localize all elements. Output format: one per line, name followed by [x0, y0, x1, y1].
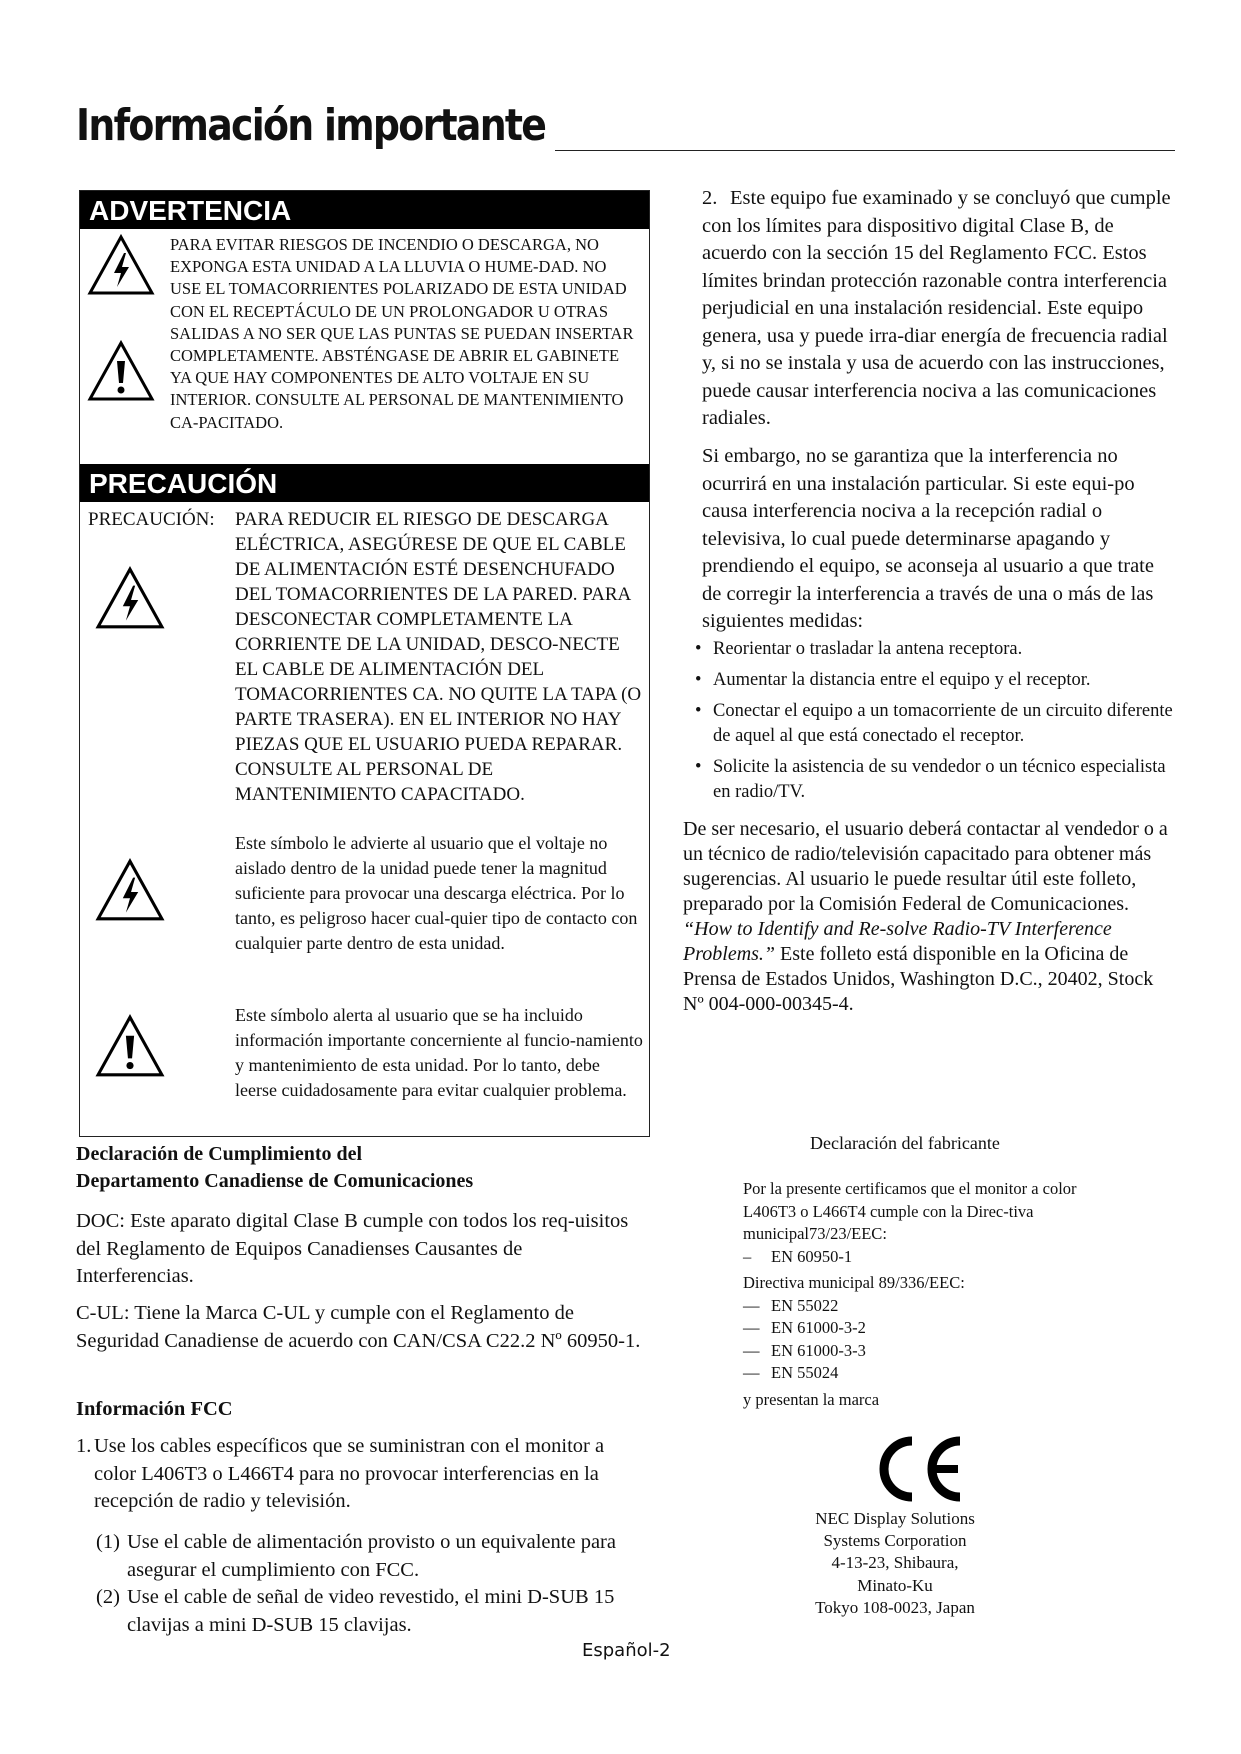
booklet-title: “How to Identify and Re-solve Radio-TV Interference Problems.”: [683, 918, 1112, 965]
list-item: • Conectar el equipo a un tomacorriente de un circuito diferente de aquel al que está conectado el receptor.: [695, 699, 1185, 749]
warning-box: [79, 190, 650, 1137]
standard-item: — EN 61000-3-3: [743, 1340, 1088, 1363]
doc-text: DOC: Este aparato digital Clase B cumple con todos los req-uisitos del Reglamento de Equipos Canadienses Causantes de Interferencias.: [76, 1210, 629, 1287]
fcc-subitem-2-text: Use el cable de señal de video revestido, el mini D-SUB 15 clavijas a mini D-SUB 15 clavijas.: [127, 1586, 615, 1636]
embargo-paragraph: Si embargo, no se garantiza que la interferencia no ocurrirá en una instalación particular. Si este equi-po causa interferencia nociva a la recepción radial o televisiva, lo cual puede determinarse apagando y prendiendo el equipo, se aconseja al usuario a que trate de corregir la interferencia a través de una o más de las siguientes medidas:: [702, 445, 1154, 632]
lightning-warning-icon: [94, 857, 166, 923]
company-line: 4-13-23, Shibaura,: [831, 1553, 959, 1573]
doc-heading: [76, 1141, 473, 1195]
doc-heading-line1: Declaración de Cumplimiento del: [76, 1143, 363, 1165]
fcc-item-1-index: 1.: [76, 1435, 92, 1457]
manufacturer-declaration: [743, 1178, 1088, 1411]
necesario-text-end: Este folleto está disponible en la Oficina de Prensa de Estados Unidos, Washington D.C., 20402, Stock Nº 004-000-00345-4.: [683, 943, 1154, 1015]
fcc-subitem-1: [96, 1529, 636, 1584]
exclamation-warning-icon: [86, 339, 156, 403]
company-line: Minato-Ku: [857, 1575, 933, 1595]
measures-list: [695, 637, 1185, 811]
voltage-symbol-text: Este símbolo le advierte al usuario que el voltaje no aislado dentro de la unidad puede tener la magnitud suficiente para provocar una descarga eléctrica. Por lo tanto, es peligroso hacer cual-quier tipo de contacto con cualquier parte dentro de esta unidad.: [235, 833, 638, 953]
precaucion-heading: PRECAUCIÓN: [80, 464, 649, 502]
standard-item: – EN 60950-1: [743, 1246, 1088, 1269]
company-line: Tokyo 108-0023, Japan: [815, 1597, 975, 1617]
precaucion-text: PARA REDUCIR EL RIESGO DE DESCARGA ELÉCTRICA, ASEGÚRESE DE QUE EL CABLE DE ALIMENTACIÓN ESTÉ DESENCHUFADO DEL TOMACORRIENTES DE LA PARED. PARA DESCONECTAR COMPLETAMENTE LA CORRIENTE DE LA UNIDAD, DESCO-NECTE EL CABLE DE ALIMENTACIÓN DEL TOMACORRIENTES CA. NO QUITE LA TAPA (O PARTE TRASERA). EN EL INTERIOR NO HAY PIEZAS QUE EL USUARIO PUEDA REPARAR. CONSULTE AL PERSONAL DE MANTENIMIENTO CAPACITADO.: [235, 509, 642, 805]
fcc-item-2-index: 2.: [702, 187, 718, 209]
advertencia-heading: ADVERTENCIA: [80, 191, 649, 229]
exclamation-warning-icon: [94, 1013, 166, 1079]
lightning-warning-icon: [94, 565, 166, 631]
list-item: • Reorientar o trasladar la antena receptora.: [695, 637, 1185, 662]
fcc-subitem-1-text: Use el cable de alimentación provisto o un equivalente para asegurar el cumplimiento con FCC.: [127, 1531, 616, 1581]
ce-mark-icon: [868, 1435, 968, 1503]
company-line: NEC Display Solutions: [815, 1509, 975, 1528]
dash: —: [743, 1318, 760, 1337]
page-number: Español-2: [582, 1640, 671, 1661]
fcc-item-2-text: Este equipo fue examinado y se concluyó que cumple con los límites para dispositivo digital Clase B, de acuerdo con la sección 15 del Reglamento FCC. Estos límites brindan protección razonable contra interferencia perjudicial en una instalación residencial. Este equipo genera, usa y puede irra-diar energía de frecuencia radial y, si no se instala y usa de acuerdo con las instrucciones, puede causar interferencia nociva a las comunicaciones radiales.: [702, 187, 1171, 429]
fcc-subitem-2: [96, 1584, 636, 1639]
fcc-item-2: [702, 185, 1177, 433]
company-line: Systems Corporation: [823, 1531, 967, 1551]
standard-item: — EN 55022: [743, 1295, 1088, 1318]
company-address: [790, 1508, 1000, 1619]
cul-text: C-UL: Tiene la Marca C-UL y cumple con el Reglamento de Seguridad Canadiense de acuerdo con CAN/CSA C22.2 Nº 60950-1.: [76, 1302, 641, 1352]
necesario-text-start: De ser necesario, el usuario deberá contactar al vendedor o a un técnico de radio/televisión capacitado para obtener más sugerencias. Al usuario le puede resultar útil este folleto, preparado por la Comisión Federal de Comunicaciones.: [683, 818, 1168, 915]
necesario-paragraph: [683, 817, 1178, 1017]
doc-heading-line2: Departamento Canadiense de Comunicaciones: [76, 1170, 474, 1192]
fcc-item-1: [76, 1433, 646, 1516]
mark-text: y presentan la marca: [743, 1389, 880, 1409]
dash: —: [743, 1340, 760, 1360]
standard-item: — EN 61000-3-2: [743, 1317, 1088, 1340]
precaucion-label: PRECAUCIÓN:: [88, 509, 215, 530]
info-symbol-text: Este símbolo alerta al usuario que se ha incluido información importante concerniente al funcio-namiento y mantenimiento de esta unidad. Por lo tanto, debe leerse cuidadosamente para evitar cualquier problema.: [235, 1005, 643, 1100]
directive2-label: Directiva municipal 89/336/EEC:: [743, 1273, 965, 1292]
dash: —: [743, 1363, 760, 1382]
title-rule: [555, 150, 1175, 151]
dash: –: [743, 1246, 752, 1266]
list-item: • Solicite la asistencia de su vendedor o un técnico especialista en radio/TV.: [695, 755, 1185, 805]
advertencia-text: PARA EVITAR RIESGOS DE INCENDIO O DESCARGA, NO EXPONGA ESTA UNIDAD A LA LLUVIA O HUME-DAD. NO USE EL TOMACORRIENTES POLARIZADO DE ESTA UNIDAD CON EL RECEPTÁCULO DE UN PROLONGADOR U OTRAS SALIDAS A NO SER QUE LAS PUNTAS SE PUEDAN INSERTAR COMPLETAMENTE. ABSTÉNGASE DE ABRIR EL GABINETE YA QUE HAY COMPONENTES DE ALTO VOLTAJE EN SU INTERIOR. CONSULTE AL PERSONAL DE MANTENIMIENTO CA-PACITADO.: [170, 235, 634, 432]
certify-text: Por la presente certificamos que el monitor a color L406T3 o L466T4 cumple con la Direc-tiva municipal73/23/EEC:: [743, 1179, 1077, 1243]
manufacturer-title: Declaración del fabricante: [810, 1133, 1000, 1153]
fcc-subitem-2-index: (2): [96, 1586, 120, 1608]
standard-item: — EN 55024: [743, 1362, 1088, 1385]
fcc-subitem-1-index: (1): [96, 1531, 120, 1553]
dash: —: [743, 1295, 760, 1315]
list-item: • Aumentar la distancia entre el equipo y el receptor.: [695, 668, 1185, 693]
fcc-item-1-text: Use los cables específicos que se suministran con el monitor a color L406T3 o L466T4 para no provocar interferencias en la recepción de radio y televisión.: [94, 1435, 605, 1512]
lightning-warning-icon: [86, 233, 156, 297]
fcc-heading: Información FCC: [76, 1398, 233, 1420]
page-title: Información importante: [76, 100, 546, 151]
